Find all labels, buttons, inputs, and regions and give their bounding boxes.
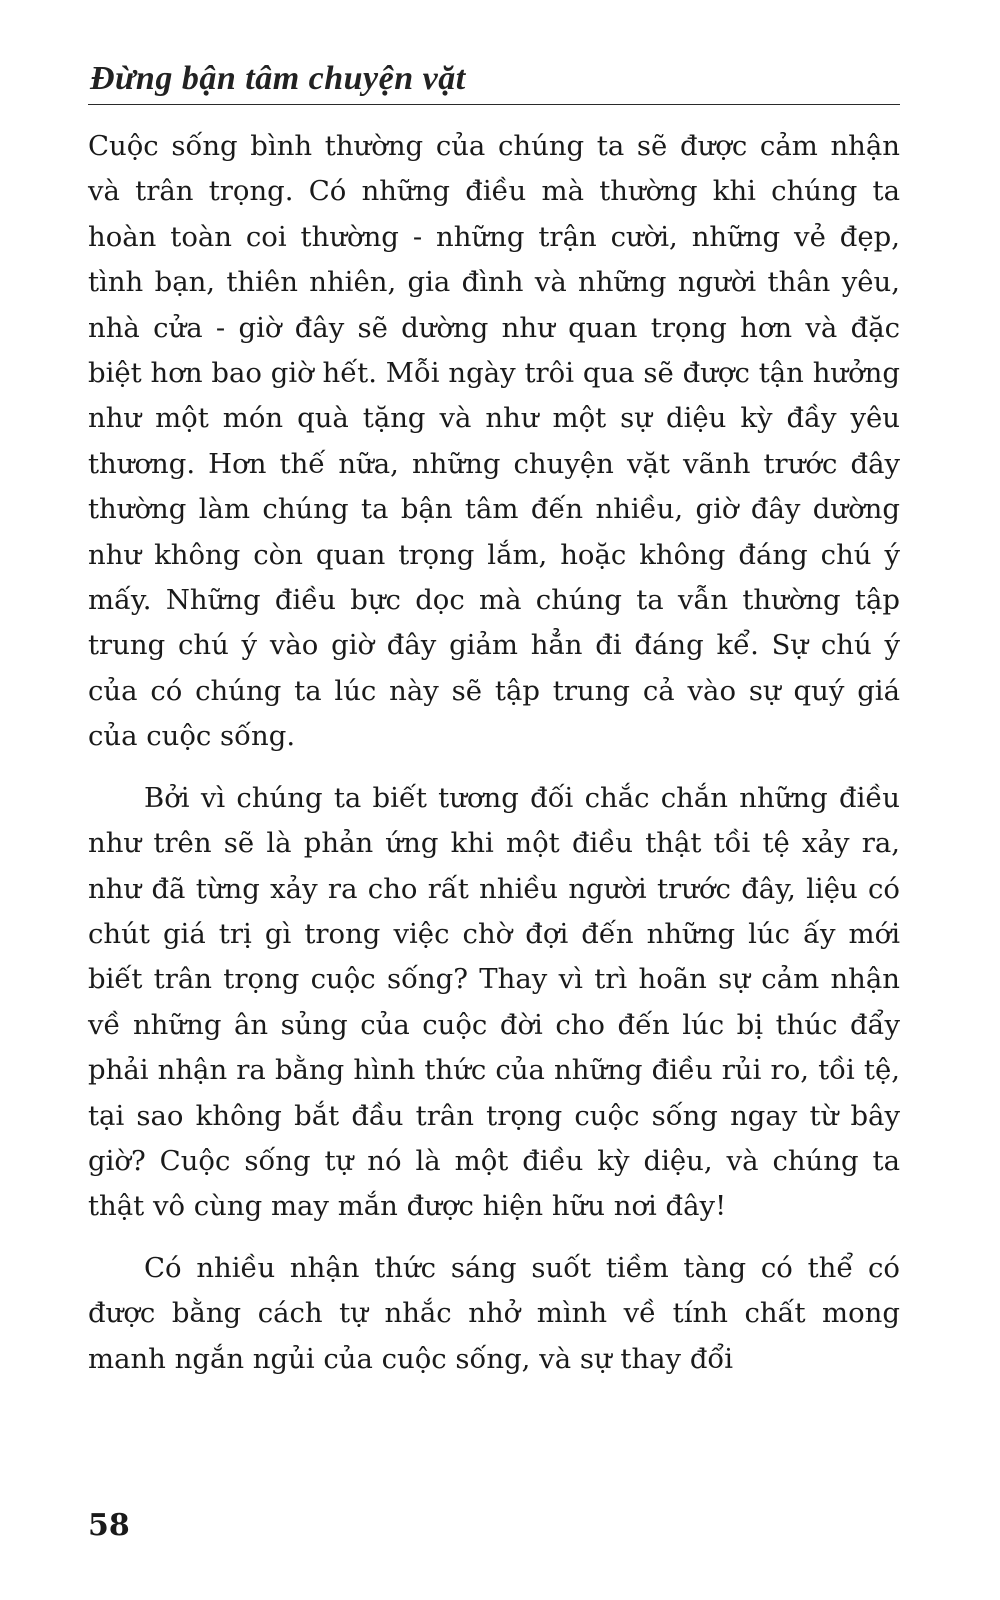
body-text <box>88 124 900 1398</box>
paragraph-3: Có nhiều nhận thức sáng suốt tiềm tàng có thể có được bằng cách tự nhắc nhở mình về tính chất mong manh ngắn ngủi của cuộc sống, và sự thay đổi <box>88 1251 900 1375</box>
paragraph-2: Bởi vì chúng ta biết tương đối chắc chắn những điều như trên sẽ là phản ứng khi một điều thật tồi tệ xảy ra, như đã từng xảy ra cho rất nhiều người trước đây, liệu có chút giá trị gì trong việc chờ đợi đến những lúc ấy mới biết trân trọng cuộc sống? Thay vì trì hoãn sự cảm nhận về những ân sủng của cuộc đời cho đến lúc bị thúc đẩy phải nhận ra bằng hình thức của những điều rủi ro, tồi tệ, tại sao không bắt đầu trân trọng cuộc sống ngay từ bây giờ? Cuộc sống tự nó là một điều kỳ diệu, và chúng ta thật vô cùng may mắn được hiện hữu nơi đây! <box>88 781 900 1223</box>
running-header <box>88 50 900 105</box>
running-header-title: Đừng bận tâm chuyện vặt <box>90 60 466 97</box>
paragraph-1: Cuộc sống bình thường của chúng ta sẽ được cảm nhận và trân trọng. Có những điều mà thường khi chúng ta hoàn toàn coi thường - những trận cười, những vẻ đẹp, tình bạn, thiên nhiên, gia đình và những người thân yêu, nhà cửa - giờ đây sẽ dường như quan trọng hơn và đặc biệt hơn bao giờ hết. Mỗi ngày trôi qua sẽ được tận hưởng như một món quà tặng và như một sự diệu kỳ đầy yêu thương. Hơn thế nữa, những chuyện vặt vãnh trước đây thường làm chúng ta bận tâm đến nhiều, giờ đây dường như không còn quan trọng lắm, hoặc không đáng chú ý mấy. Những điều bực dọc mà chúng ta vẫn thường tập trung chú ý vào giờ đây giảm hẳn đi đáng kể. Sự chú ý của có chúng ta lúc này sẽ tập trung cả vào sự quý giá của cuộc sống. <box>88 130 900 753</box>
page-number: 58 <box>88 1508 130 1543</box>
